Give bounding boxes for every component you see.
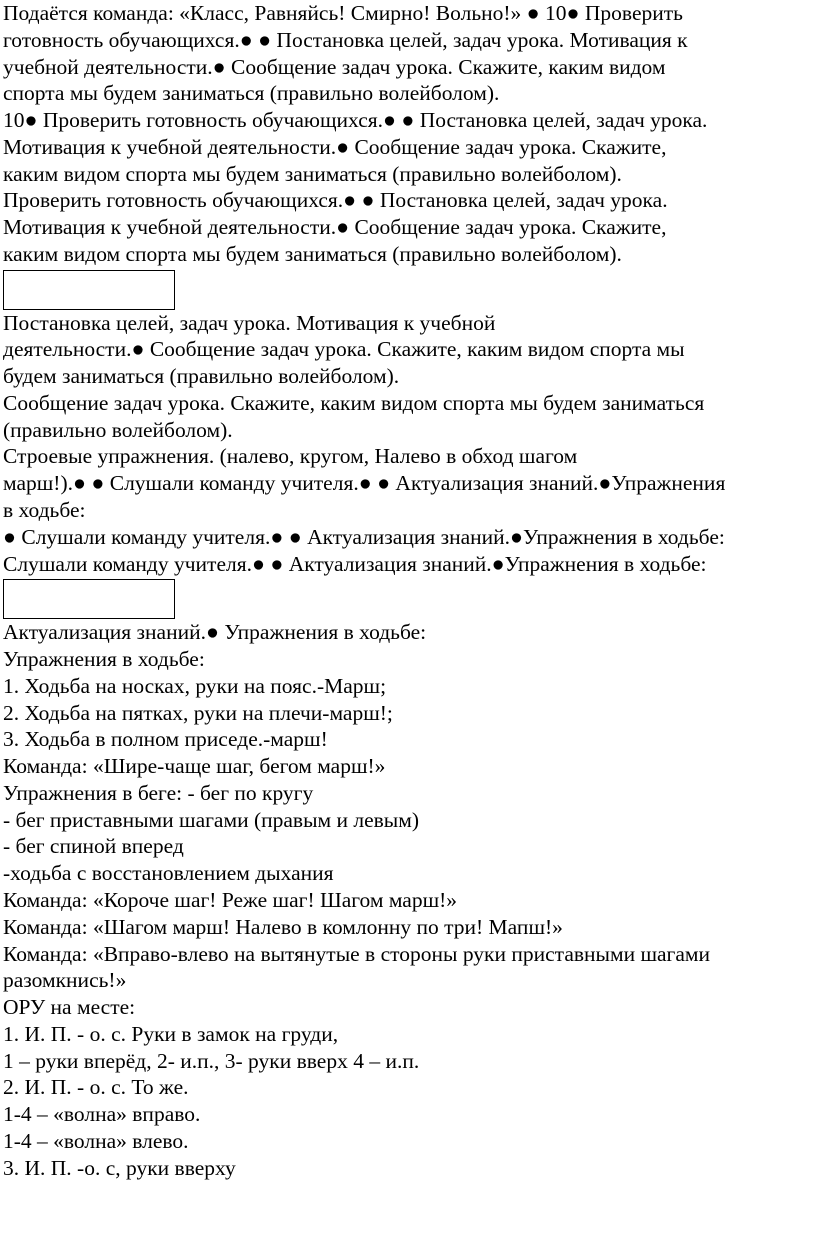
text-line: Команда: «Шагом марш! Налево в комлонну по три! Мапш!» xyxy=(3,914,563,939)
list-item: 1-4 – «волна» вправо. xyxy=(3,1102,201,1127)
list-item: 3. Ходьба в полном приседе.-марш! xyxy=(3,727,328,752)
text-line: Строевые упражнения. (налево, кругом, Налево в обход шагом xyxy=(3,444,578,469)
text-line: Сообщение задач урока. Скажите, каким видом спорта мы будем заниматься xyxy=(3,390,705,415)
text-line: Актуализация знаний.● Упражнения в ходьбе: xyxy=(3,620,427,645)
text-line: Команда: «Вправо-влево на вытянутые в стороны руки приставными шагами xyxy=(3,941,711,966)
text-line: Постановка целей, задач урока. Мотивация к учебной xyxy=(3,310,496,335)
text-line: 10● Проверить готовность обучающихся.● ● Постановка целей, задач урока. xyxy=(3,108,708,133)
list-item: 2. И. П. - о. с. То же. xyxy=(3,1075,189,1100)
text-line: ОРУ на месте: xyxy=(3,995,136,1020)
text-line: Подаётся команда: «Класс, Равняйсь! Смирно! Вольно!» ● 10● Проверить xyxy=(3,1,683,25)
text-line: Упражнения в беге: - бег по кругу xyxy=(3,780,314,805)
text-line: Команда: «Шире-чаще шаг, бегом марш!» xyxy=(3,754,386,779)
list-item: - бег спиной вперед xyxy=(3,834,184,859)
text-line: учебной деятельности.● Сообщение задач урока. Скажите, каким видом xyxy=(3,54,666,79)
text-line: в ходьбе: xyxy=(3,498,86,523)
text-line: (правильно волейболом). xyxy=(3,417,233,442)
text-line: ● Слушали команду учителя.● ● Актуализация знаний.●Упражнения в ходьбе: xyxy=(3,524,725,549)
text-line: будем заниматься (правильно волейболом). xyxy=(3,364,400,389)
list-item: 1. Ходьба на носках, руки на пояс.-Марш; xyxy=(3,673,387,698)
text-line: спорта мы будем заниматься (правильно волейболом). xyxy=(3,81,500,106)
list-item: 1. И. П. - о. с. Руки в замок на груди, xyxy=(3,1021,339,1046)
text-line: Слушали команду учителя.● ● Актуализация знаний.●Упражнения в ходьбе: xyxy=(3,551,707,576)
text-line: каким видом спорта мы будем заниматься (правильно волейболом). xyxy=(3,161,622,186)
text-line: Команда: «Короче шаг! Реже шаг! Шагом марш!» xyxy=(3,887,458,912)
text-line: деятельности.● Сообщение задач урока. Скажите, каким видом спорта мы xyxy=(3,337,685,362)
text-line: Упражнения в ходьбе: xyxy=(3,647,205,672)
text-line: Проверить готовность обучающихся.● ● Постановка целей, задач урока. xyxy=(3,188,668,213)
list-item: - бег приставными шагами (правым и левым) xyxy=(3,807,420,832)
list-item: 3. И. П. -о. с, руки вверху xyxy=(3,1155,236,1180)
empty-frame xyxy=(3,270,175,310)
text-line: Мотивация к учебной деятельности.● Сообщение задач урока. Скажите, xyxy=(3,215,667,240)
list-item: 1-4 – «волна» влево. xyxy=(3,1128,189,1153)
list-item: 2. Ходьба на пятках, руки на плечи-марш!; xyxy=(3,700,393,725)
text-line: Мотивация к учебной деятельности.● Сообщение задач урока. Скажите, xyxy=(3,134,667,159)
text-line: каким видом спорта мы будем заниматься (правильно волейболом). xyxy=(3,241,622,266)
list-item: -ходьба с восстановлением дыхания xyxy=(3,861,334,886)
list-item: 1 – руки вперёд, 2- и.п., 3- руки вверх 4 – и.п. xyxy=(3,1048,420,1073)
text-line: разомкнись!» xyxy=(3,968,127,993)
empty-frame xyxy=(3,579,175,619)
text-line: марш!).● ● Слушали команду учителя.● ● Актуализация знаний.●Упражнения xyxy=(3,471,726,496)
text-line: готовность обучающихся.● ● Постановка целей, задач урока. Мотивация к xyxy=(3,27,688,52)
